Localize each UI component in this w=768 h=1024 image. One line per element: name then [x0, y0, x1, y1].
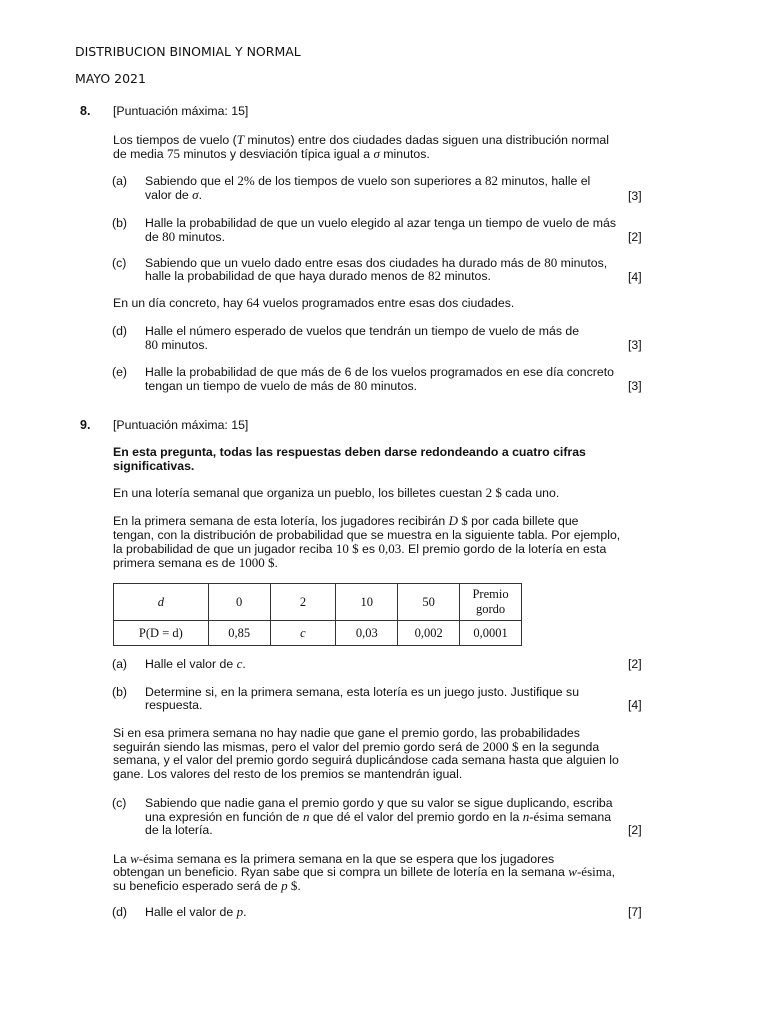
question-9-paragraph-3-line-3: semana, y el valor del premio gordo seguirá duplicándose cada semana hasta que alguien lo	[113, 753, 619, 767]
part-8c-marks: [4]	[628, 270, 642, 284]
question-9-paragraph-3-line-4: gane. Los valores del resto de los premios se mantendrán igual.	[113, 767, 463, 781]
part-8e-line-1: Halle la probabilidad de que más de 6 de los vuelos programados en ese día concreto	[145, 365, 614, 379]
part-9b-marks: [4]	[628, 698, 642, 712]
document-date: MAYO 2021	[75, 71, 146, 86]
part-8b-line-2: de 80 minutos.	[145, 229, 225, 244]
question-8-max-score: [Puntuación máxima: 15]	[113, 104, 249, 118]
table-cell: P(D = d)	[114, 621, 209, 646]
question-9-paragraph-4-line-3: su beneficio esperado será de p $.	[113, 878, 301, 893]
table-row	[114, 621, 522, 646]
part-8a-line-2: valor de σ.	[145, 187, 203, 202]
table-header-cell: 0	[208, 584, 270, 621]
part-8c-line-1: Sabiendo que un vuelo dado entre esas dos ciudades ha durado más de 80 minutos,	[145, 255, 608, 270]
question-9-paragraph-3-line-2: seguirán siendo las mismas, pero el valor del premio gordo será de 2000 $ en la segunda	[113, 739, 600, 754]
question-9-instruction-line-1: En esta pregunta, todas las respuestas deben darse redondeando a cuatro cifras	[113, 445, 586, 459]
part-9a-line-1: Halle el valor de c.	[145, 656, 246, 671]
part-8e-label: (e)	[112, 365, 128, 379]
part-9c-line-3: de la lotería.	[145, 823, 213, 837]
question-9-paragraph-2-line-4: primera semana es de 1000 $.	[113, 555, 278, 570]
question-9-paragraph-1: En una lotería semanal que organiza un pueblo, los billetes cuestan 2 $ cada uno.	[113, 485, 560, 500]
part-9c-marks: [2]	[628, 823, 642, 837]
probability-distribution-table	[113, 583, 522, 646]
part-8a-label: (a)	[112, 174, 128, 188]
question-8-middle-paragraph: En un día concreto, hay 64 vuelos programados entre esas dos ciudades.	[113, 295, 515, 310]
part-9b-line-2: respuesta.	[145, 698, 203, 712]
table-header-cell: 10	[336, 584, 398, 621]
question-9-paragraph-3-line-1: Si en esa primera semana no hay nadie que gane el premio gordo, las probabilidades	[113, 726, 580, 740]
part-9b-label: (b)	[112, 685, 128, 699]
table-header-cell: d	[114, 584, 209, 621]
part-9a-marks: [2]	[628, 657, 642, 671]
part-9c-line-2: una expresión en función de n que dé el valor del premio gordo en la n-ésima semana	[145, 809, 612, 824]
part-8c-label: (c)	[112, 256, 127, 270]
part-9d-marks: [7]	[628, 905, 642, 919]
part-9a-label: (a)	[112, 657, 128, 671]
part-8b-line-1: Halle la probabilidad de que un vuelo elegido al azar tenga un tiempo de vuelo de más	[145, 216, 617, 230]
part-8e-line-2: tengan un tiempo de vuelo de más de 80 minutos.	[145, 378, 418, 393]
question-8-number: 8.	[80, 104, 91, 118]
question-9-paragraph-2-line-3: la probabilidad de que un jugador reciba 10 $ es 0,03. El premio gordo de la lotería en esta	[113, 541, 607, 556]
table-cell: 0,85	[208, 621, 270, 646]
table-cell: c	[270, 621, 336, 646]
part-8d-label: (d)	[112, 324, 128, 338]
table-header-cell: 50	[398, 584, 460, 621]
question-9-paragraph-4-line-1: La w-ésima semana es la primera semana en la que se espera que los jugadores	[113, 851, 555, 866]
part-9b-line-1: Determine si, en la primera semana, esta lotería es un juego justo. Justifique su	[145, 685, 580, 699]
question-9-paragraph-2-line-2: tengan, con la distribución de probabilidad que se muestra en la siguiente tabla. Por ejemplo,	[113, 528, 621, 542]
part-8d-marks: [3]	[628, 338, 642, 352]
question-9-number: 9.	[80, 418, 91, 432]
table-row	[114, 584, 522, 621]
part-9d-label: (d)	[112, 905, 128, 919]
part-8c-line-2: halle la probabilidad de que haya durado menos de 82 minutos.	[145, 268, 491, 283]
part-8b-label: (b)	[112, 216, 128, 230]
part-8a-marks: [3]	[628, 189, 642, 203]
question-9-max-score: [Puntuación máxima: 15]	[113, 418, 249, 432]
part-9c-label: (c)	[112, 796, 127, 810]
question-9-instruction-line-2: significativas.	[113, 459, 195, 473]
part-9c-line-1: Sabiendo que nadie gana el premio gordo y que su valor se sigue duplicando, escriba	[145, 796, 613, 810]
table-header-cell: 2	[270, 584, 336, 621]
table-header-cell-jackpot: Premio gordo	[460, 584, 522, 621]
part-8d-line-1: Halle el número esperado de vuelos que tendrán un tiempo de vuelo de más de	[145, 324, 580, 338]
question-9-paragraph-2-line-1: En la primera semana de esta lotería, los jugadores recibirán D $ por cada billete que	[113, 513, 579, 528]
question-8-intro-line-2: de media 75 minutos y desviación típica igual a σ minutos.	[113, 146, 430, 161]
document-title: DISTRIBUCION BINOMIAL Y NORMAL	[75, 44, 301, 59]
part-8e-marks: [3]	[628, 379, 642, 393]
part-8a-line-1: Sabiendo que el 2% de los tiempos de vuelo son superiores a 82 minutos, halle el	[145, 173, 591, 188]
table-cell: 0,002	[398, 621, 460, 646]
table-cell: 0,03	[336, 621, 398, 646]
part-9d-line-1: Halle el valor de p.	[145, 904, 247, 919]
part-8d-line-2: 80 minutos.	[145, 337, 208, 352]
question-9-paragraph-4-line-2: obtengan un beneficio. Ryan sabe que si compra un billete de lotería en la semana w-ésima,	[113, 864, 616, 879]
part-8b-marks: [2]	[628, 230, 642, 244]
table-cell: 0,0001	[460, 621, 522, 646]
question-8-intro-line-1: Los tiempos de vuelo (T minutos) entre dos ciudades dadas siguen una distribución normal	[113, 132, 609, 147]
